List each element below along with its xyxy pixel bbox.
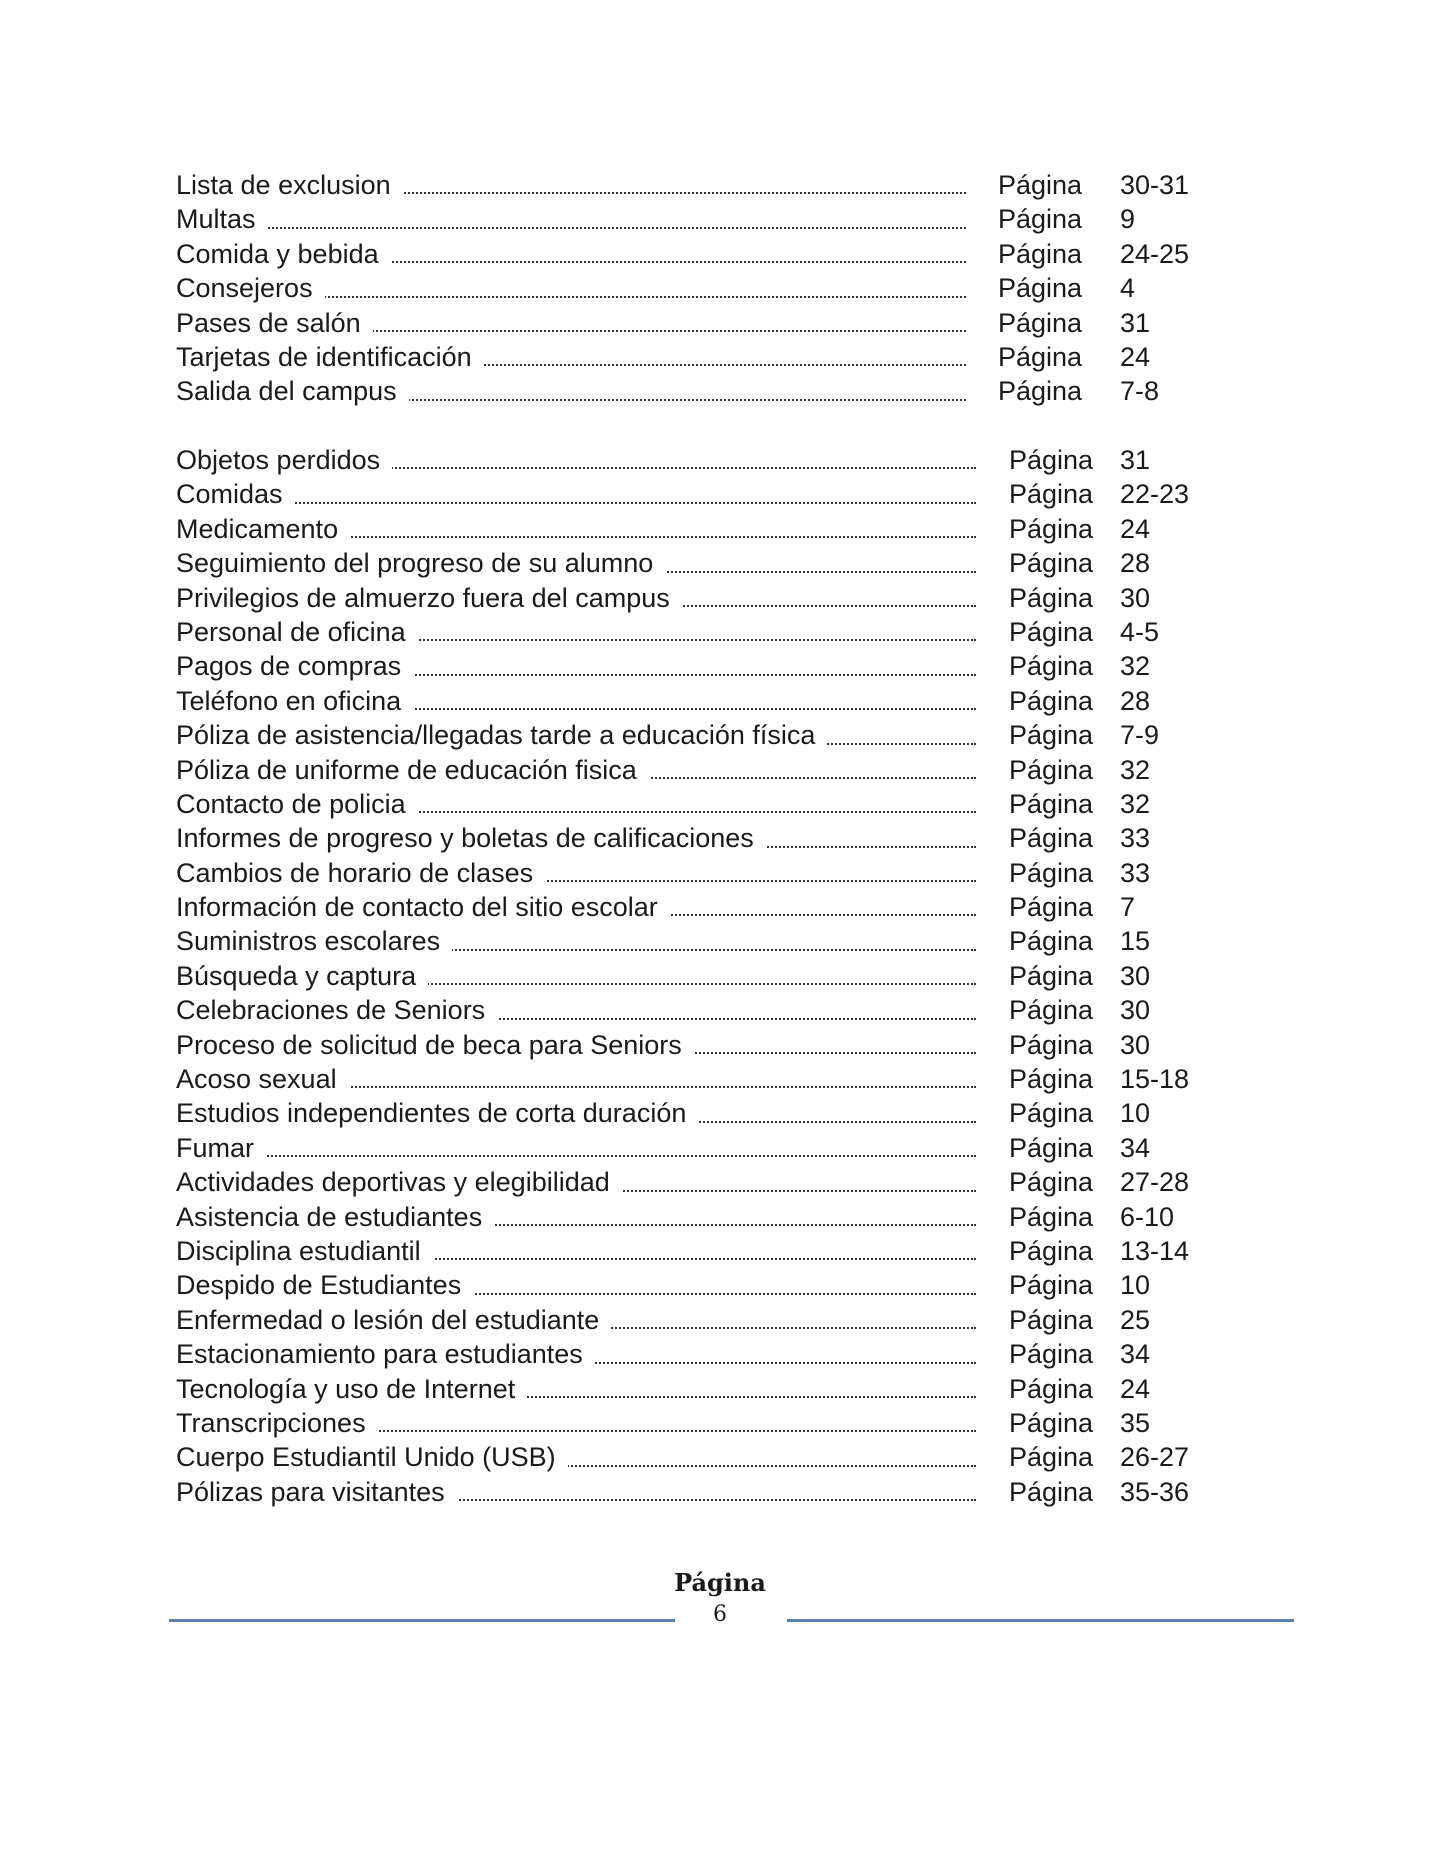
toc-entry-page-number: 4-5 xyxy=(1120,616,1160,647)
footer-page-number: 6 xyxy=(713,1602,727,1627)
toc-entry-page-number: 6-10 xyxy=(1120,1201,1175,1232)
toc-entry-title: Personal de oficina xyxy=(176,615,418,649)
toc-entry-title: Teléfono en oficina xyxy=(176,684,413,718)
toc-entry-page-word: Página xyxy=(1009,823,1094,854)
toc-entry-title: Comidas xyxy=(176,477,295,511)
toc-entry xyxy=(176,959,1236,993)
toc-entry-page-number: 33 xyxy=(1120,823,1151,854)
toc-entry-page-number: 26-27 xyxy=(1120,1442,1190,1473)
toc-entry-title: Suministros escolares xyxy=(176,924,452,958)
toc-entry-page-number: 32 xyxy=(1120,651,1151,682)
toc-entry-page-number: 32 xyxy=(1120,754,1151,785)
toc-entry xyxy=(176,890,1236,924)
toc-entry-title: Fumar xyxy=(176,1131,266,1165)
toc-entry-page-word: Página xyxy=(1009,513,1094,544)
toc-entry-page-word: Página xyxy=(1009,479,1094,510)
toc-entry-page-number: 28 xyxy=(1120,685,1151,716)
toc-entry xyxy=(176,993,1236,1027)
toc-entry-page-word: Página xyxy=(1009,892,1094,923)
toc-entry-page-word: Página xyxy=(1009,685,1094,716)
toc-entry xyxy=(176,306,1236,340)
toc-entry xyxy=(176,1200,1236,1234)
toc-entry-page-number: 15-18 xyxy=(1120,1064,1190,1095)
toc-entry xyxy=(176,1165,1236,1199)
toc-entry-page-word: Página xyxy=(1009,1373,1094,1404)
toc-entry-title: Cuerpo Estudiantil Unido (USB) xyxy=(176,1440,568,1474)
toc-entry-page-word: Página xyxy=(1009,926,1094,957)
toc-entry-title: Estacionamiento para estudiantes xyxy=(176,1337,595,1371)
toc-entry-page-number: 33 xyxy=(1120,857,1151,888)
toc-entry-page-word: Página xyxy=(1009,857,1094,888)
toc-entry-page-number: 7-9 xyxy=(1120,720,1160,751)
toc-entry-page-word: Página xyxy=(1009,548,1094,579)
toc-entry xyxy=(176,271,1236,305)
toc-entry xyxy=(176,443,1236,477)
toc-entry-title: Información de contacto del sitio escolar xyxy=(176,890,670,924)
toc-entry-page-word: Página xyxy=(1009,960,1094,991)
toc-entry-page-word: Página xyxy=(1009,1167,1094,1198)
toc-entry-page-word: Página xyxy=(1009,1442,1094,1473)
toc-entry-page-word: Página xyxy=(1009,1339,1094,1370)
toc-entry-title: Salida del campus xyxy=(176,374,409,408)
toc-entry-page-number: 25 xyxy=(1120,1304,1151,1335)
toc-entry xyxy=(176,340,1236,374)
toc-entry-title: Enfermedad o lesión del estudiante xyxy=(176,1303,611,1337)
toc-entry-page-word: Página xyxy=(1009,445,1094,475)
toc-entry-title: Tecnología y uso de Internet xyxy=(176,1372,527,1406)
toc-entry xyxy=(176,374,1236,408)
toc-entry-page-word: Página xyxy=(1009,1201,1094,1232)
toc-entry-title: Celebraciones de Seniors xyxy=(176,993,497,1027)
toc-entry-title: Multas xyxy=(176,202,268,236)
toc-entry-page-word: Página xyxy=(998,341,1083,372)
toc-entry-title: Cambios de horario de clases xyxy=(176,856,545,890)
toc-entry-page-number: 31 xyxy=(1120,307,1151,338)
toc-entry-page-word: Página xyxy=(998,376,1083,407)
footer-rule-right xyxy=(787,1619,1294,1622)
toc-entry-page-word: Página xyxy=(1009,1476,1094,1507)
toc-entry-page-number: 10 xyxy=(1120,1270,1151,1301)
toc-entry-title: Asistencia de estudiantes xyxy=(176,1200,494,1234)
toc-entry-page-word: Página xyxy=(1009,995,1094,1026)
toc-entry xyxy=(176,1475,1236,1509)
toc-entry-title: Póliza de asistencia/llegadas tarde a educación física xyxy=(176,718,827,752)
toc-entry-page-number: 7-8 xyxy=(1120,376,1160,407)
toc-entry xyxy=(176,649,1236,683)
toc-entry-page-number: 30 xyxy=(1120,960,1151,991)
toc-entry-page-word: Página xyxy=(1009,720,1094,751)
toc-entry-title: Tarjetas de identificación xyxy=(176,340,484,374)
toc-entry xyxy=(176,1028,1236,1062)
toc-entry-page-word: Página xyxy=(1009,788,1094,819)
toc-entry-page-word: Página xyxy=(1009,1098,1094,1129)
toc-entry xyxy=(176,237,1236,271)
toc-entry xyxy=(176,856,1236,890)
toc-entry-title: Pases de salón xyxy=(176,306,373,340)
toc-entry-title: Informes de progreso y boletas de calificaciones xyxy=(176,821,766,855)
footer-page-label: Página xyxy=(674,1568,766,1597)
toc-entry-page-number: 22-23 xyxy=(1120,479,1190,510)
toc-entry-title: Actividades deportivas y elegibilidad xyxy=(176,1165,622,1199)
toc-entry-title: Privilegios de almuerzo fuera del campus xyxy=(176,581,682,615)
toc-entry xyxy=(176,1268,1236,1302)
toc-entry xyxy=(176,924,1236,958)
toc-entry-page-number: 35-36 xyxy=(1120,1476,1190,1507)
toc-entry-page-number: 30 xyxy=(1120,582,1151,613)
toc-entry-title: Comida y bebida xyxy=(176,237,391,271)
toc-entry-title: Póliza de uniforme de educación fisica xyxy=(176,753,649,787)
toc-entry xyxy=(176,1234,1236,1268)
toc-entry-page-number: 30 xyxy=(1120,995,1151,1026)
toc-entry-page-word: Página xyxy=(1009,616,1094,647)
dot-leader xyxy=(176,477,976,511)
toc-entry-title: Pagos de compras xyxy=(176,649,413,683)
toc-entry-page-word: Página xyxy=(1009,754,1094,785)
toc-entry-page-word: Página xyxy=(998,204,1083,235)
toc-entry xyxy=(176,1337,1236,1371)
toc-entry xyxy=(176,581,1236,615)
toc-entry-page-number: 24 xyxy=(1120,513,1151,544)
toc-entry-page-number: 24 xyxy=(1120,1373,1151,1404)
toc-entry-page-word: Página xyxy=(1009,1064,1094,1095)
toc-entry xyxy=(176,512,1236,546)
toc-entry xyxy=(176,1303,1236,1337)
toc-entry xyxy=(176,546,1236,580)
toc-entry-page-number: 34 xyxy=(1120,1132,1151,1163)
toc-entry xyxy=(176,1062,1236,1096)
toc-group-2 xyxy=(176,443,1236,1509)
toc-entry-title: Pólizas para visitantes xyxy=(176,1475,457,1509)
toc-entry-title: Acoso sexual xyxy=(176,1062,349,1096)
toc-entry-page-word: Página xyxy=(998,307,1083,338)
toc-entry-page-word: Página xyxy=(1009,582,1094,613)
toc-entry-page-word: Página xyxy=(1009,1235,1094,1266)
toc-entry-title: Despido de Estudiantes xyxy=(176,1268,473,1302)
toc-entry xyxy=(176,615,1236,649)
toc-entry-page-number: 10 xyxy=(1120,1098,1151,1129)
toc-entry-page-number: 34 xyxy=(1120,1339,1151,1370)
toc-entry-page-word: Página xyxy=(1009,651,1094,682)
toc-entry-title: Búsqueda y captura xyxy=(176,959,428,993)
toc-entry-page-word: Página xyxy=(1009,1407,1094,1438)
toc-entry-page-number: 9 xyxy=(1120,204,1136,235)
toc-group-1 xyxy=(176,168,1236,409)
toc-entry-page-number: 15 xyxy=(1120,926,1151,957)
dot-leader xyxy=(176,1131,976,1165)
toc-entry-title: Transcripciones xyxy=(176,1406,378,1440)
toc-entry xyxy=(176,168,1236,202)
toc-entry-page-word: Página xyxy=(998,238,1083,269)
toc-entry-page-word: Página xyxy=(998,170,1083,200)
toc-entry-page-number: 27-28 xyxy=(1120,1167,1190,1198)
toc-entry-title: Disciplina estudiantil xyxy=(176,1234,433,1268)
toc-entry-page-number: 32 xyxy=(1120,788,1151,819)
toc-entry xyxy=(176,787,1236,821)
toc-entry-title: Consejeros xyxy=(176,271,325,305)
toc-entry-page-word: Página xyxy=(1009,1132,1094,1163)
toc-entry-title: Seguimiento del progreso de su alumno xyxy=(176,546,665,580)
toc-entry xyxy=(176,684,1236,718)
toc-entry xyxy=(176,1131,1236,1165)
toc-entry xyxy=(176,477,1236,511)
toc-entry-title: Objetos perdidos xyxy=(176,443,392,477)
toc-entry-page-number: 30 xyxy=(1120,1029,1151,1060)
toc-entry-page-number: 31 xyxy=(1120,445,1151,475)
toc-entry-title: Contacto de policia xyxy=(176,787,418,821)
toc-entry-page-number: 7 xyxy=(1120,892,1136,923)
toc-entry-page-word: Página xyxy=(1009,1029,1094,1060)
toc-entry-page-number: 13-14 xyxy=(1120,1235,1190,1266)
toc-entry-page-word: Página xyxy=(1009,1304,1094,1335)
toc-entry xyxy=(176,753,1236,787)
toc-entry xyxy=(176,1096,1236,1130)
toc-entry-page-number: 24-25 xyxy=(1120,238,1190,269)
toc-entry-page-word: Página xyxy=(1009,1270,1094,1301)
toc-entry xyxy=(176,821,1236,855)
toc-entry xyxy=(176,1406,1236,1440)
toc-entry xyxy=(176,718,1236,752)
toc-entry-page-number: 35 xyxy=(1120,1407,1151,1438)
toc-entry-page-number: 28 xyxy=(1120,548,1151,579)
toc-entry xyxy=(176,1440,1236,1474)
dot-leader xyxy=(176,202,966,236)
toc-entry-title: Estudios independientes de corta duración xyxy=(176,1096,698,1130)
toc-entry-page-number: 30-31 xyxy=(1120,170,1190,200)
toc-entry-page-word: Página xyxy=(998,273,1083,304)
toc-entry-title: Medicamento xyxy=(176,512,350,546)
toc-entry xyxy=(176,1372,1236,1406)
toc-entry-page-number: 4 xyxy=(1120,273,1136,304)
toc-entry-title: Proceso de solicitud de beca para Seniors xyxy=(176,1028,694,1062)
toc-entry xyxy=(176,202,1236,236)
toc-entry-page-number: 24 xyxy=(1120,341,1151,372)
toc-entry-title: Lista de exclusion xyxy=(176,168,403,202)
